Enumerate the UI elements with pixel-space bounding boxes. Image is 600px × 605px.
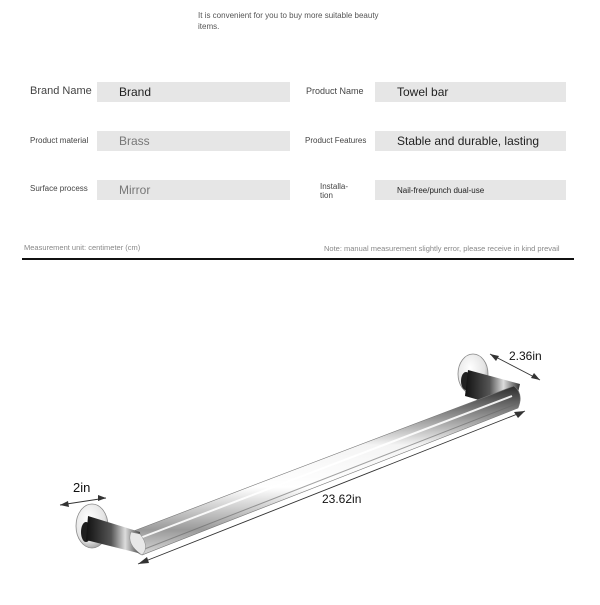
measurement-error-note: Note: manual measurement slightly error, please receive in kind prevail [324, 244, 560, 253]
left-base-arrow-left [60, 501, 69, 507]
bar-shadow-line [142, 404, 516, 550]
towel-bar-illustration [0, 262, 600, 600]
product-features-value-box [375, 131, 566, 151]
intro-text: It is convenient for you to buy more suitable beauty items. [198, 11, 379, 31]
brand-name-value: Brand [119, 85, 152, 99]
installation-label-line2: tion [320, 191, 333, 200]
product-material-value: Brass [119, 134, 150, 148]
divider-line [22, 258, 574, 260]
right-base-arrow-bottom [531, 373, 540, 380]
surface-process-label: Surface process [30, 184, 88, 193]
length-arrow-left [138, 557, 149, 564]
product-material-value-box [97, 131, 290, 151]
installation-value-box [375, 180, 566, 200]
measurement-unit-note: Measurement unit: centimeter (cm) [24, 243, 141, 252]
product-features-label: Product Features [305, 136, 367, 145]
brand-name-value-box [97, 82, 290, 102]
right-base-dimension-label: 2.36in [509, 349, 542, 363]
installation-label [320, 182, 348, 200]
surface-process-value-box [97, 180, 290, 200]
bar-highlight [140, 396, 512, 538]
product-features-value: Stable and durable, lasting [397, 134, 540, 148]
left-base-arrow-right [98, 495, 106, 501]
product-name-value: Towel bar [397, 85, 449, 99]
right-base-arrow-top [490, 354, 499, 361]
installation-value: Nail-free/punch dual-use [397, 185, 485, 195]
product-material-label: Product material [30, 136, 89, 145]
surface-process-value: Mirror [119, 183, 151, 197]
product-name-value-box [375, 82, 566, 102]
product-name-label: Product Name [306, 86, 364, 96]
brand-name-label: Brand Name [30, 85, 92, 97]
length-dimension-label: 23.62in [322, 492, 362, 506]
towel-bar-drawing [0, 262, 600, 600]
length-dimension-line [138, 411, 525, 564]
left-base-dimension-label: 2in [73, 480, 91, 495]
bar-body [131, 386, 520, 555]
installation-label-line1: Installa- [320, 182, 349, 191]
